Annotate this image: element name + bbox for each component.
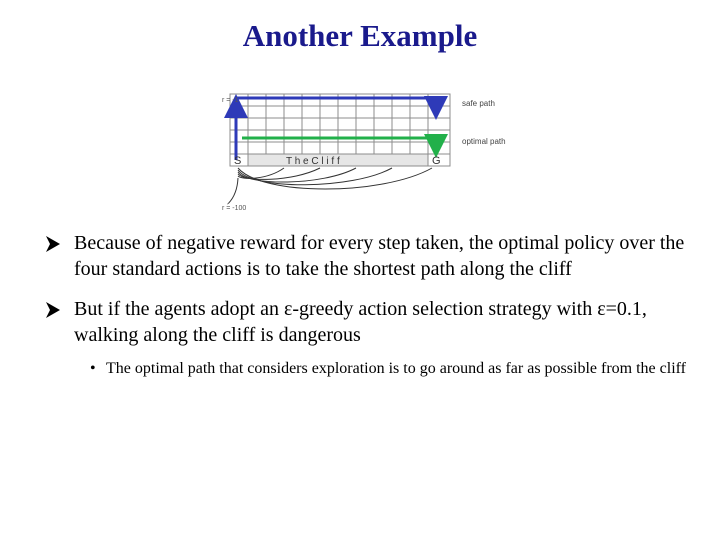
reward-cliff-label: r = -100 [222, 205, 247, 212]
safe-path-label: safe path [462, 99, 495, 108]
cliff-label: T h e C l i f f [286, 156, 340, 167]
cliff-grid-svg [222, 86, 532, 216]
sub-bullet-text: The optimal path that considers exploration is to go around as far as possible from the cliff [106, 360, 687, 377]
arrow-bullet-icon [46, 236, 60, 252]
round-bullet-icon: • [90, 360, 96, 377]
sub-bullet-item [90, 358, 696, 379]
start-label: S [234, 155, 242, 167]
bullet-list [46, 230, 696, 379]
bullet-item [46, 296, 696, 348]
bullet-text: But if the agents adopt an ε-greedy action selection strategy with ε=0.1, walking along the cliff is dangerous [74, 298, 647, 346]
cliff-fall-curves [228, 168, 432, 204]
arrow-bullet-icon [46, 302, 60, 318]
cliff-walking-diagram [222, 86, 532, 216]
goal-label: G [432, 155, 441, 167]
optimal-path-label: optimal path [462, 137, 506, 146]
reward-step-label: r = -1 [222, 97, 239, 104]
slide-title: Another Example [242, 18, 478, 53]
bullet-text: Because of negative reward for every step taken, the optimal policy over the four standard actions is to take the shortest path along the cliff [74, 232, 685, 280]
bullet-item [46, 230, 696, 282]
